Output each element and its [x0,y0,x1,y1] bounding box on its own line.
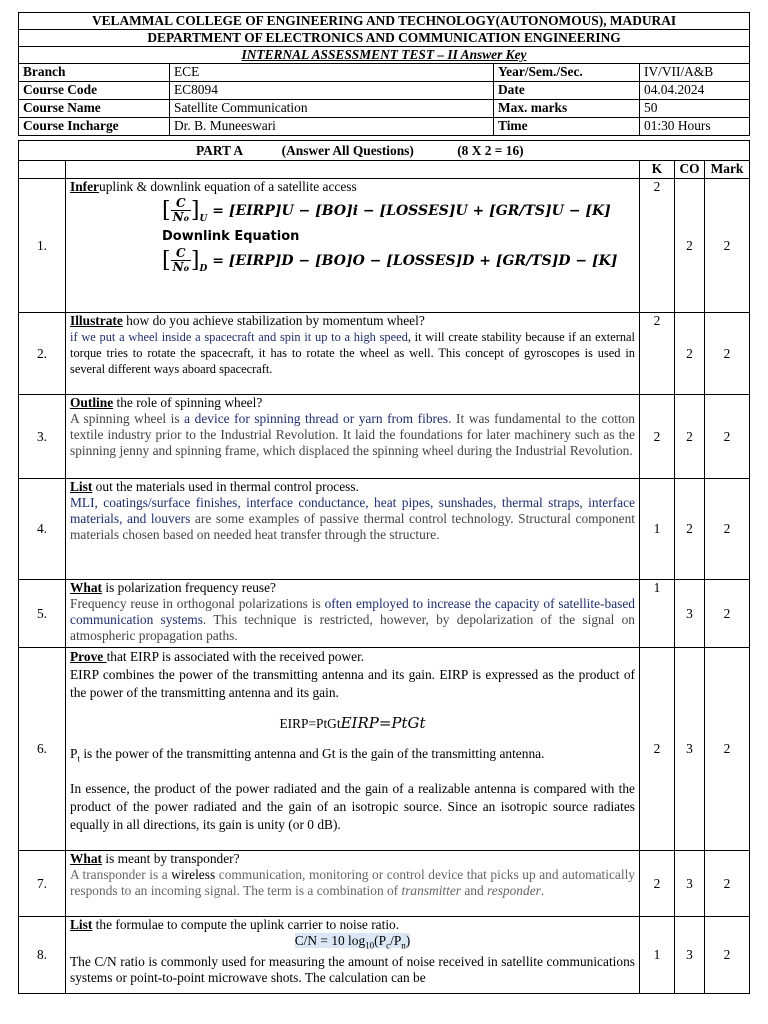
mark-value: 2 [705,479,750,580]
question-number: 4. [19,479,66,580]
question-cell: Outline the role of spinning wheel? A spinning wheel is a device for spinning thread or yarn from fibres. It was fundamental to the cotton textile industry prior to the Industrial Revolution. It laid the foundations for later machinery such as the spinning jenny and spinning frame, which displaced the spinning wheel during the Industrial Revolution. [66,395,640,479]
college-name: VELAMMAL COLLEGE OF ENGINEERING AND TECHNOLOGY(AUTONOMOUS), MADURAI [19,13,750,30]
time-label: Time [494,118,640,136]
question-cell: What is meant by transponder? A transponder is a wireless communication, monitoring or control device that picks up and automatically responds to an incoming signal. The term is a combination of transmitter and responder. [66,851,640,917]
co-value: 2 [675,395,705,479]
date-label: Date [494,82,640,100]
course-name-label: Course Name [19,100,170,118]
k-column-header: K [640,161,675,179]
k-value: 2 [640,648,675,851]
co-value: 3 [675,580,705,648]
question-number: 1. [19,179,66,313]
course-incharge-label: Course Incharge [19,118,170,136]
question-number: 3. [19,395,66,479]
header-table [18,12,750,136]
question-row-8 [19,917,750,994]
cn-formula: C/N = 10 $\log_{10}(P_c/P_n)$ [294,933,411,951]
test-title: INTERNAL ASSESSMENT TEST – II Answer Key [19,47,750,64]
co-value: 3 [675,648,705,851]
question-row-3 [19,395,750,479]
mark-value: 2 [705,313,750,395]
uplink-equation: [ $\frac{C}{No}$ ]$_U$ = [EIRP]U − [BO]i − [LOSSES]U + [GR/TS]U − [K] [162,196,611,224]
k-value: 1 [640,479,675,580]
k-value: 2 [640,179,675,313]
question-number: 5. [19,580,66,648]
k-value: 2 [640,395,675,479]
downlink-heading: Downlink Equation [162,229,300,244]
course-code-value: EC8094 [170,82,494,100]
mark-value: 2 [705,580,750,648]
k-value: 1 [640,580,675,648]
max-marks-label: Max. marks [494,100,640,118]
question-number: 6. [19,648,66,851]
mark-value: 2 [705,179,750,313]
question-row-7 [19,851,750,917]
branch-label: Branch [19,64,170,82]
downlink-equation: [ $\frac{C}{No}$ ]$_D$ = [EIRP]D − [BO]O − [LOSSES]D + [GR/TS]D − [K] [162,246,618,274]
co-value: 3 [675,917,705,994]
k-value: 1 [640,917,675,994]
mark-column-header: Mark [705,161,750,179]
year-label: Year/Sem./Sec. [494,64,640,82]
question-row-2 [19,313,750,395]
time-value: 01:30 Hours [640,118,750,136]
k-value: 2 [640,313,675,395]
question-cell: What is polarization frequency reuse? Frequency reuse in orthogonal polarizations is often employed to increase the capacity of satellite-based communication systems. This technique is restricted, however, by depolarization of the signal on atmospheric propagation paths. [66,580,640,648]
part-a-heading: PART A (Answer All Questions) (8 X 2 = 16) [19,141,750,161]
question-row-4 [19,479,750,580]
co-value: 2 [675,313,705,395]
date-value: 04.04.2024 [640,82,750,100]
course-code-label: Course Code [19,82,170,100]
question-row-6 [19,648,750,851]
mark-value: 2 [705,648,750,851]
co-value: 3 [675,851,705,917]
co-column-header: CO [675,161,705,179]
questions-table [18,140,750,994]
mark-value: 2 [705,395,750,479]
question-cell: List the formulae to compute the uplink carrier to noise ratio. C/N = 10 $\log_{10}(P_c/P_n)$ The C/N ratio is commonly used for measuring the amount of noise received in satellite communications systems or point-to-point microwave shots. The calculation can be [66,917,640,994]
question-row-1 [19,179,750,313]
course-incharge-value: Dr. B. Muneeswari [170,118,494,136]
question-number: 8. [19,917,66,994]
question-cell: Illustrate how do you achieve stabilization by momentum wheel? if we put a wheel inside a spacecraft and spin it up to a high speed, it will create stability because if an external torque tries to rotate the spacecraft, it has to rotate the wheel as well. This concept of gyroscopes is used in several different ways aboard spacecraft. [66,313,640,395]
branch-value: ECE [170,64,494,82]
mark-value: 2 [705,917,750,994]
question-cell: Prove that EIRP is associated with the received power. EIRP combines the power of the transmitting antenna and its gain. EIRP is expressed as the product of the power of the transmitting antenna and its gain. EIRP=PtGtEIRP=PtGt $P_t$ is the power of the transmitting antenna and Gt is the gain of the transmitting antenna. In essence, the product of the power radiated and the gain of a realizable antenna is compared with the product of the power radiated and the gain of an isotropic source. Since an isotropic source radiates equally in all directions, its gain is unity (or 0 dB). [66,648,640,851]
co-value: 2 [675,479,705,580]
co-value: 2 [675,179,705,313]
year-value: IV/VII/A&B [640,64,750,82]
department-name: DEPARTMENT OF ELECTRONICS AND COMMUNICATION ENGINEERING [19,30,750,47]
question-cell: Inferuplink & downlink equation of a satellite access [ $\frac{C}{No}$ ]$_U$ = [EIRP]U − [BO]i − [LOSSES]U + [GR/TS]U − [K] Downlink Equation [ $\frac{C}{No}$ ]$_D$ = [EIRP]D − [BO]O − [LOSSES]D + [GR/TS]D − [K] [66,179,640,313]
question-number: 7. [19,851,66,917]
question-cell: List out the materials used in thermal control process. MLI, coatings/surface finishes, interface conductance, heat pipes, sunshades, thermal straps, interface materials, and louvers are some examples of passive thermal control technology. Structural component materials chosen based on needed heat transfer through the structure. [66,479,640,580]
eirp-formula: EIRP=PtGtEIRP=PtGt [279,714,426,732]
k-value: 2 [640,851,675,917]
question-row-5 [19,580,750,648]
mark-value: 2 [705,851,750,917]
course-name-value: Satellite Communication [170,100,494,118]
max-marks-value: 50 [640,100,750,118]
question-number: 2. [19,313,66,395]
